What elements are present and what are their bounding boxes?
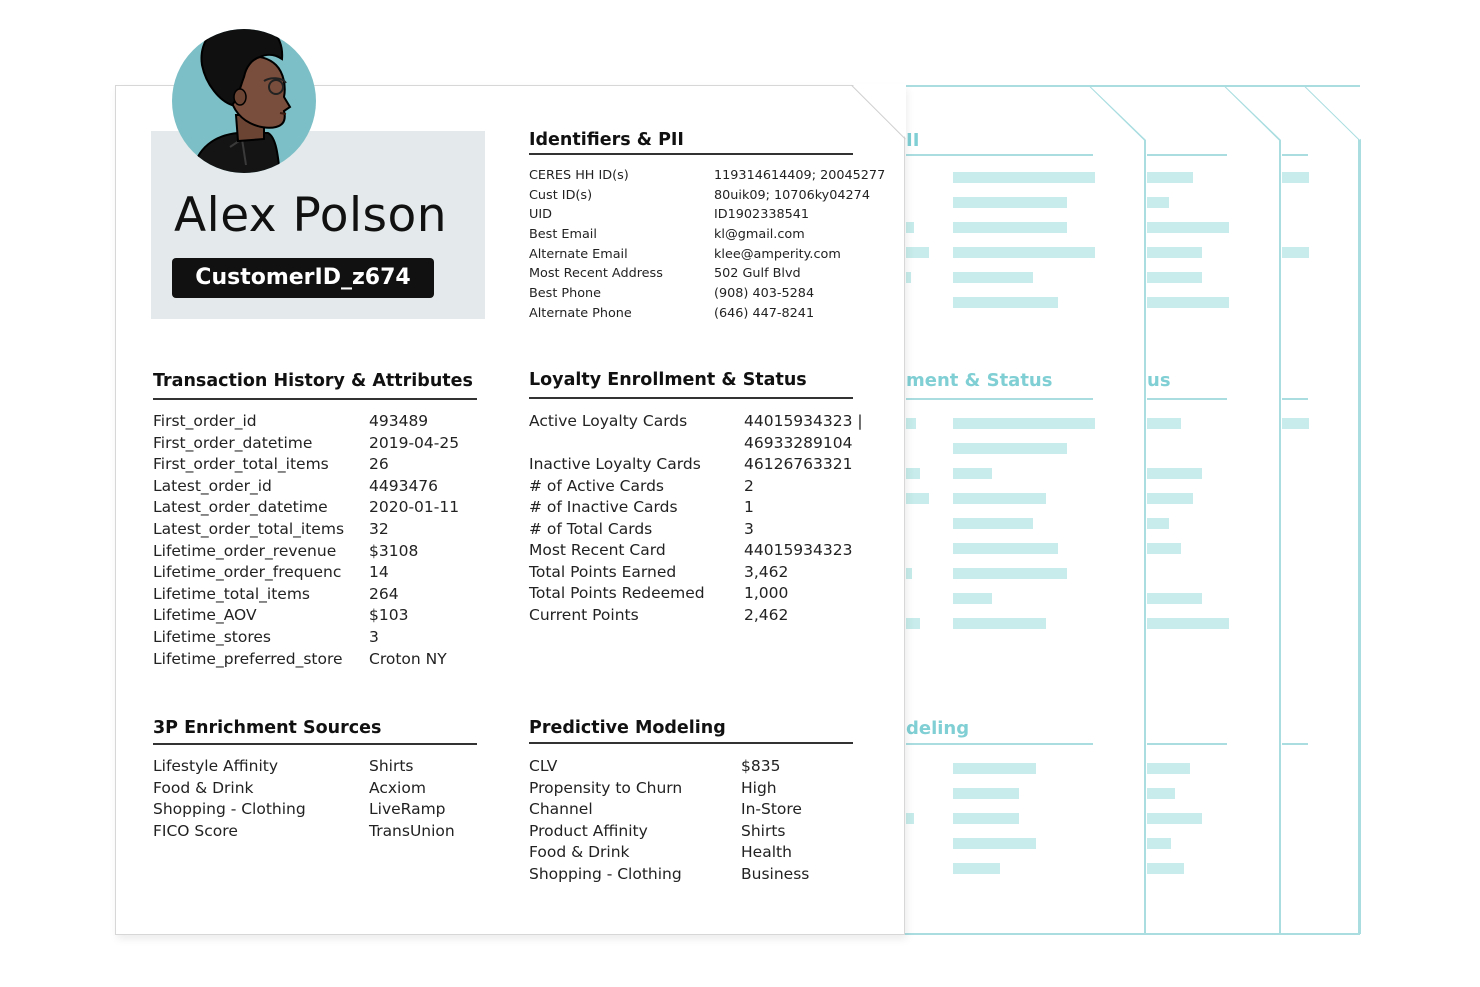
back-bar: [1147, 788, 1175, 799]
predictive-rule: [529, 742, 853, 744]
back-bar: [953, 172, 1095, 183]
back-bar: [1147, 247, 1202, 258]
loyalty-value: 46933289104: [744, 434, 853, 452]
transaction-label: Lifetime_total_items: [153, 585, 310, 603]
loyalty-title: Loyalty Enrollment & Status: [529, 370, 807, 390]
back-bar: [953, 443, 1067, 454]
back-bar: [1147, 593, 1202, 604]
back-bar: [1147, 272, 1202, 283]
identifier-value: 119314614409; 20045277: [714, 168, 886, 183]
transaction-label: Lifetime_AOV: [153, 606, 257, 624]
transaction-value: 32: [369, 520, 389, 538]
back-bar: [953, 493, 1046, 504]
back-bar: [1147, 197, 1169, 208]
identifier-value: (646) 447-8241: [714, 306, 815, 321]
identifier-value: klee@amperity.com: [714, 247, 841, 262]
back-bar: [1147, 838, 1171, 849]
loyalty-value: 1: [744, 498, 754, 516]
transaction-label: Latest_order_id: [153, 477, 272, 495]
identifiers-rule: [529, 153, 853, 155]
predictive-label: Channel: [529, 800, 593, 818]
loyalty-value: 2,462: [744, 606, 789, 624]
transaction-value: $3108: [369, 542, 419, 560]
back-bar: [1282, 172, 1309, 183]
back-bar: [906, 493, 929, 504]
back-card-1-rule-bot: [906, 743, 1093, 745]
predictive-value: $835: [741, 757, 781, 775]
loyalty-value: 1,000: [744, 584, 789, 602]
transaction-value: 4493476: [369, 477, 439, 495]
back-bar: [906, 222, 914, 233]
back-bar: [1147, 763, 1190, 774]
back-card-3-rule-mid: [1282, 398, 1308, 400]
loyalty-label: Current Points: [529, 606, 639, 624]
loyalty-rule: [529, 397, 853, 399]
transaction-value: Croton NY: [369, 650, 447, 668]
back-card-2-rule-top: [1147, 154, 1227, 156]
transaction-label: Lifetime_order_frequenc: [153, 563, 342, 581]
enrichment-label: Food & Drink: [153, 779, 254, 797]
back-card-1-title-bot: deling: [906, 718, 970, 739]
enrichment-label: FICO Score: [153, 822, 238, 840]
back-bar: [953, 518, 1033, 529]
transaction-value: 26: [369, 455, 389, 473]
back-bar: [1147, 297, 1229, 308]
transaction-value: 2020-01-11: [369, 498, 460, 516]
back-bar: [953, 272, 1033, 283]
back-bar: [953, 418, 1095, 429]
back-card-3-rule-bot: [1282, 743, 1308, 745]
back-bar: [953, 468, 992, 479]
loyalty-label: Inactive Loyalty Cards: [529, 455, 701, 473]
back-bar: [1147, 518, 1169, 529]
back-bar: [953, 788, 1019, 799]
back-bar: [953, 247, 1095, 258]
identifier-label: UID: [529, 207, 552, 222]
predictive-value: Shirts: [741, 822, 786, 840]
identifier-value: kl@gmail.com: [714, 227, 805, 242]
back-bar: [906, 568, 912, 579]
loyalty-label: # of Inactive Cards: [529, 498, 678, 516]
back-card-3-rule-top: [1282, 154, 1308, 156]
predictive-value: Health: [741, 843, 792, 861]
predictive-label: Food & Drink: [529, 843, 630, 861]
loyalty-value: 44015934323: [744, 541, 853, 559]
back-bar: [953, 838, 1036, 849]
transaction-value: 3: [369, 628, 379, 646]
identifier-label: Most Recent Address: [529, 266, 663, 281]
back-bar: [906, 272, 911, 283]
transaction-value: 14: [369, 563, 389, 581]
back-bar: [953, 763, 1036, 774]
identifier-label: Alternate Phone: [529, 306, 632, 321]
loyalty-value: 2: [744, 477, 754, 495]
predictive-value: Business: [741, 865, 810, 883]
loyalty-label: Active Loyalty Cards: [529, 412, 688, 430]
back-bar: [906, 468, 920, 479]
transaction-label: First_order_total_items: [153, 455, 329, 473]
transactions-title: Transaction History & Attributes: [153, 371, 473, 391]
predictive-label: Product Affinity: [529, 822, 648, 840]
loyalty-value: 3,462: [744, 563, 789, 581]
identifier-label: Cust ID(s): [529, 188, 593, 203]
loyalty-label: # of Active Cards: [529, 477, 664, 495]
back-bar: [906, 247, 929, 258]
back-bar: [1147, 172, 1193, 183]
enrichment-value: Shirts: [369, 757, 414, 775]
identifier-value: 502 Gulf Blvd: [714, 266, 801, 281]
loyalty-value: 44015934323 |: [744, 412, 863, 430]
back-card-1-title-mid: ment & Status: [906, 370, 1053, 391]
identifier-value: 80uik09; 10706ky04274: [714, 188, 870, 203]
back-bar: [953, 813, 1019, 824]
enrichment-rule: [153, 743, 477, 745]
back-bar: [953, 222, 1067, 233]
back-card-2-rule-mid: [1147, 398, 1227, 400]
customer-id-badge: CustomerID_z674: [172, 258, 434, 298]
predictive-title: Predictive Modeling: [529, 718, 726, 738]
back-bar: [1147, 493, 1193, 504]
loyalty-value: 3: [744, 520, 754, 538]
enrichment-label: Lifestyle Affinity: [153, 757, 278, 775]
transaction-value: 2019-04-25: [369, 434, 460, 452]
transaction-label: First_order_datetime: [153, 434, 313, 452]
enrichment-value: LiveRamp: [369, 800, 446, 818]
transaction-value: 264: [369, 585, 399, 603]
transaction-label: Lifetime_order_revenue: [153, 542, 337, 560]
predictive-label: Propensity to Churn: [529, 779, 683, 797]
loyalty-label: Most Recent Card: [529, 541, 666, 559]
loyalty-value: 46126763321: [744, 455, 853, 473]
back-bar: [1147, 863, 1184, 874]
transaction-value: 493489: [369, 412, 429, 430]
enrichment-title: 3P Enrichment Sources: [153, 718, 382, 738]
back-bar: [1147, 813, 1202, 824]
back-bar: [1282, 418, 1309, 429]
back-bar: [1147, 468, 1202, 479]
back-bar: [953, 593, 992, 604]
back-bar: [1147, 618, 1229, 629]
loyalty-label: Total Points Redeemed: [529, 584, 705, 602]
predictive-label: Shopping - Clothing: [529, 865, 682, 883]
transaction-label: Latest_order_total_items: [153, 520, 345, 538]
back-bar: [953, 568, 1067, 579]
back-card-2-rule-bot: [1147, 743, 1227, 745]
back-bar: [953, 863, 1000, 874]
person-avatar-icon: [172, 15, 316, 173]
back-bar: [906, 618, 920, 629]
back-bar: [953, 618, 1046, 629]
customer-name: Alex Polson: [174, 188, 448, 243]
predictive-label: CLV: [529, 757, 558, 775]
back-card-1-rule-top: [906, 154, 1093, 156]
transaction-label: First_order_id: [153, 412, 257, 430]
identifier-value: (908) 403-5284: [714, 286, 815, 301]
back-bar: [1282, 247, 1309, 258]
transactions-rule: [153, 398, 477, 400]
predictive-value: High: [741, 779, 777, 797]
transaction-label: Latest_order_datetime: [153, 498, 328, 516]
transaction-label: Lifetime_preferred_store: [153, 650, 343, 668]
enrichment-value: TransUnion: [369, 822, 455, 840]
identifier-value: ID1902338541: [714, 207, 810, 222]
back-bar: [953, 297, 1058, 308]
identifier-label: Best Phone: [529, 286, 602, 301]
back-bar: [1147, 222, 1229, 233]
back-bar: [1147, 543, 1181, 554]
back-bar: [1147, 418, 1181, 429]
identifier-label: Alternate Email: [529, 247, 628, 262]
predictive-value: In-Store: [741, 800, 802, 818]
card-fold-corner: [852, 84, 906, 138]
transaction-value: $103: [369, 606, 409, 624]
back-card-2-title-mid: us: [1147, 370, 1171, 391]
back-bar: [906, 813, 914, 824]
identifier-label: CERES HH ID(s): [529, 168, 629, 183]
loyalty-label: Total Points Earned: [529, 563, 677, 581]
back-card-1-title-top: II: [906, 130, 920, 151]
enrichment-value: Acxiom: [369, 779, 426, 797]
back-bar: [953, 197, 1067, 208]
loyalty-label: # of Total Cards: [529, 520, 653, 538]
back-bar: [906, 418, 916, 429]
back-bar: [953, 543, 1058, 554]
transaction-label: Lifetime_stores: [153, 628, 271, 646]
back-card-1-rule-mid: [906, 398, 1093, 400]
identifier-label: Best Email: [529, 227, 597, 242]
identifiers-title: Identifiers & PII: [529, 130, 684, 150]
enrichment-label: Shopping - Clothing: [153, 800, 306, 818]
